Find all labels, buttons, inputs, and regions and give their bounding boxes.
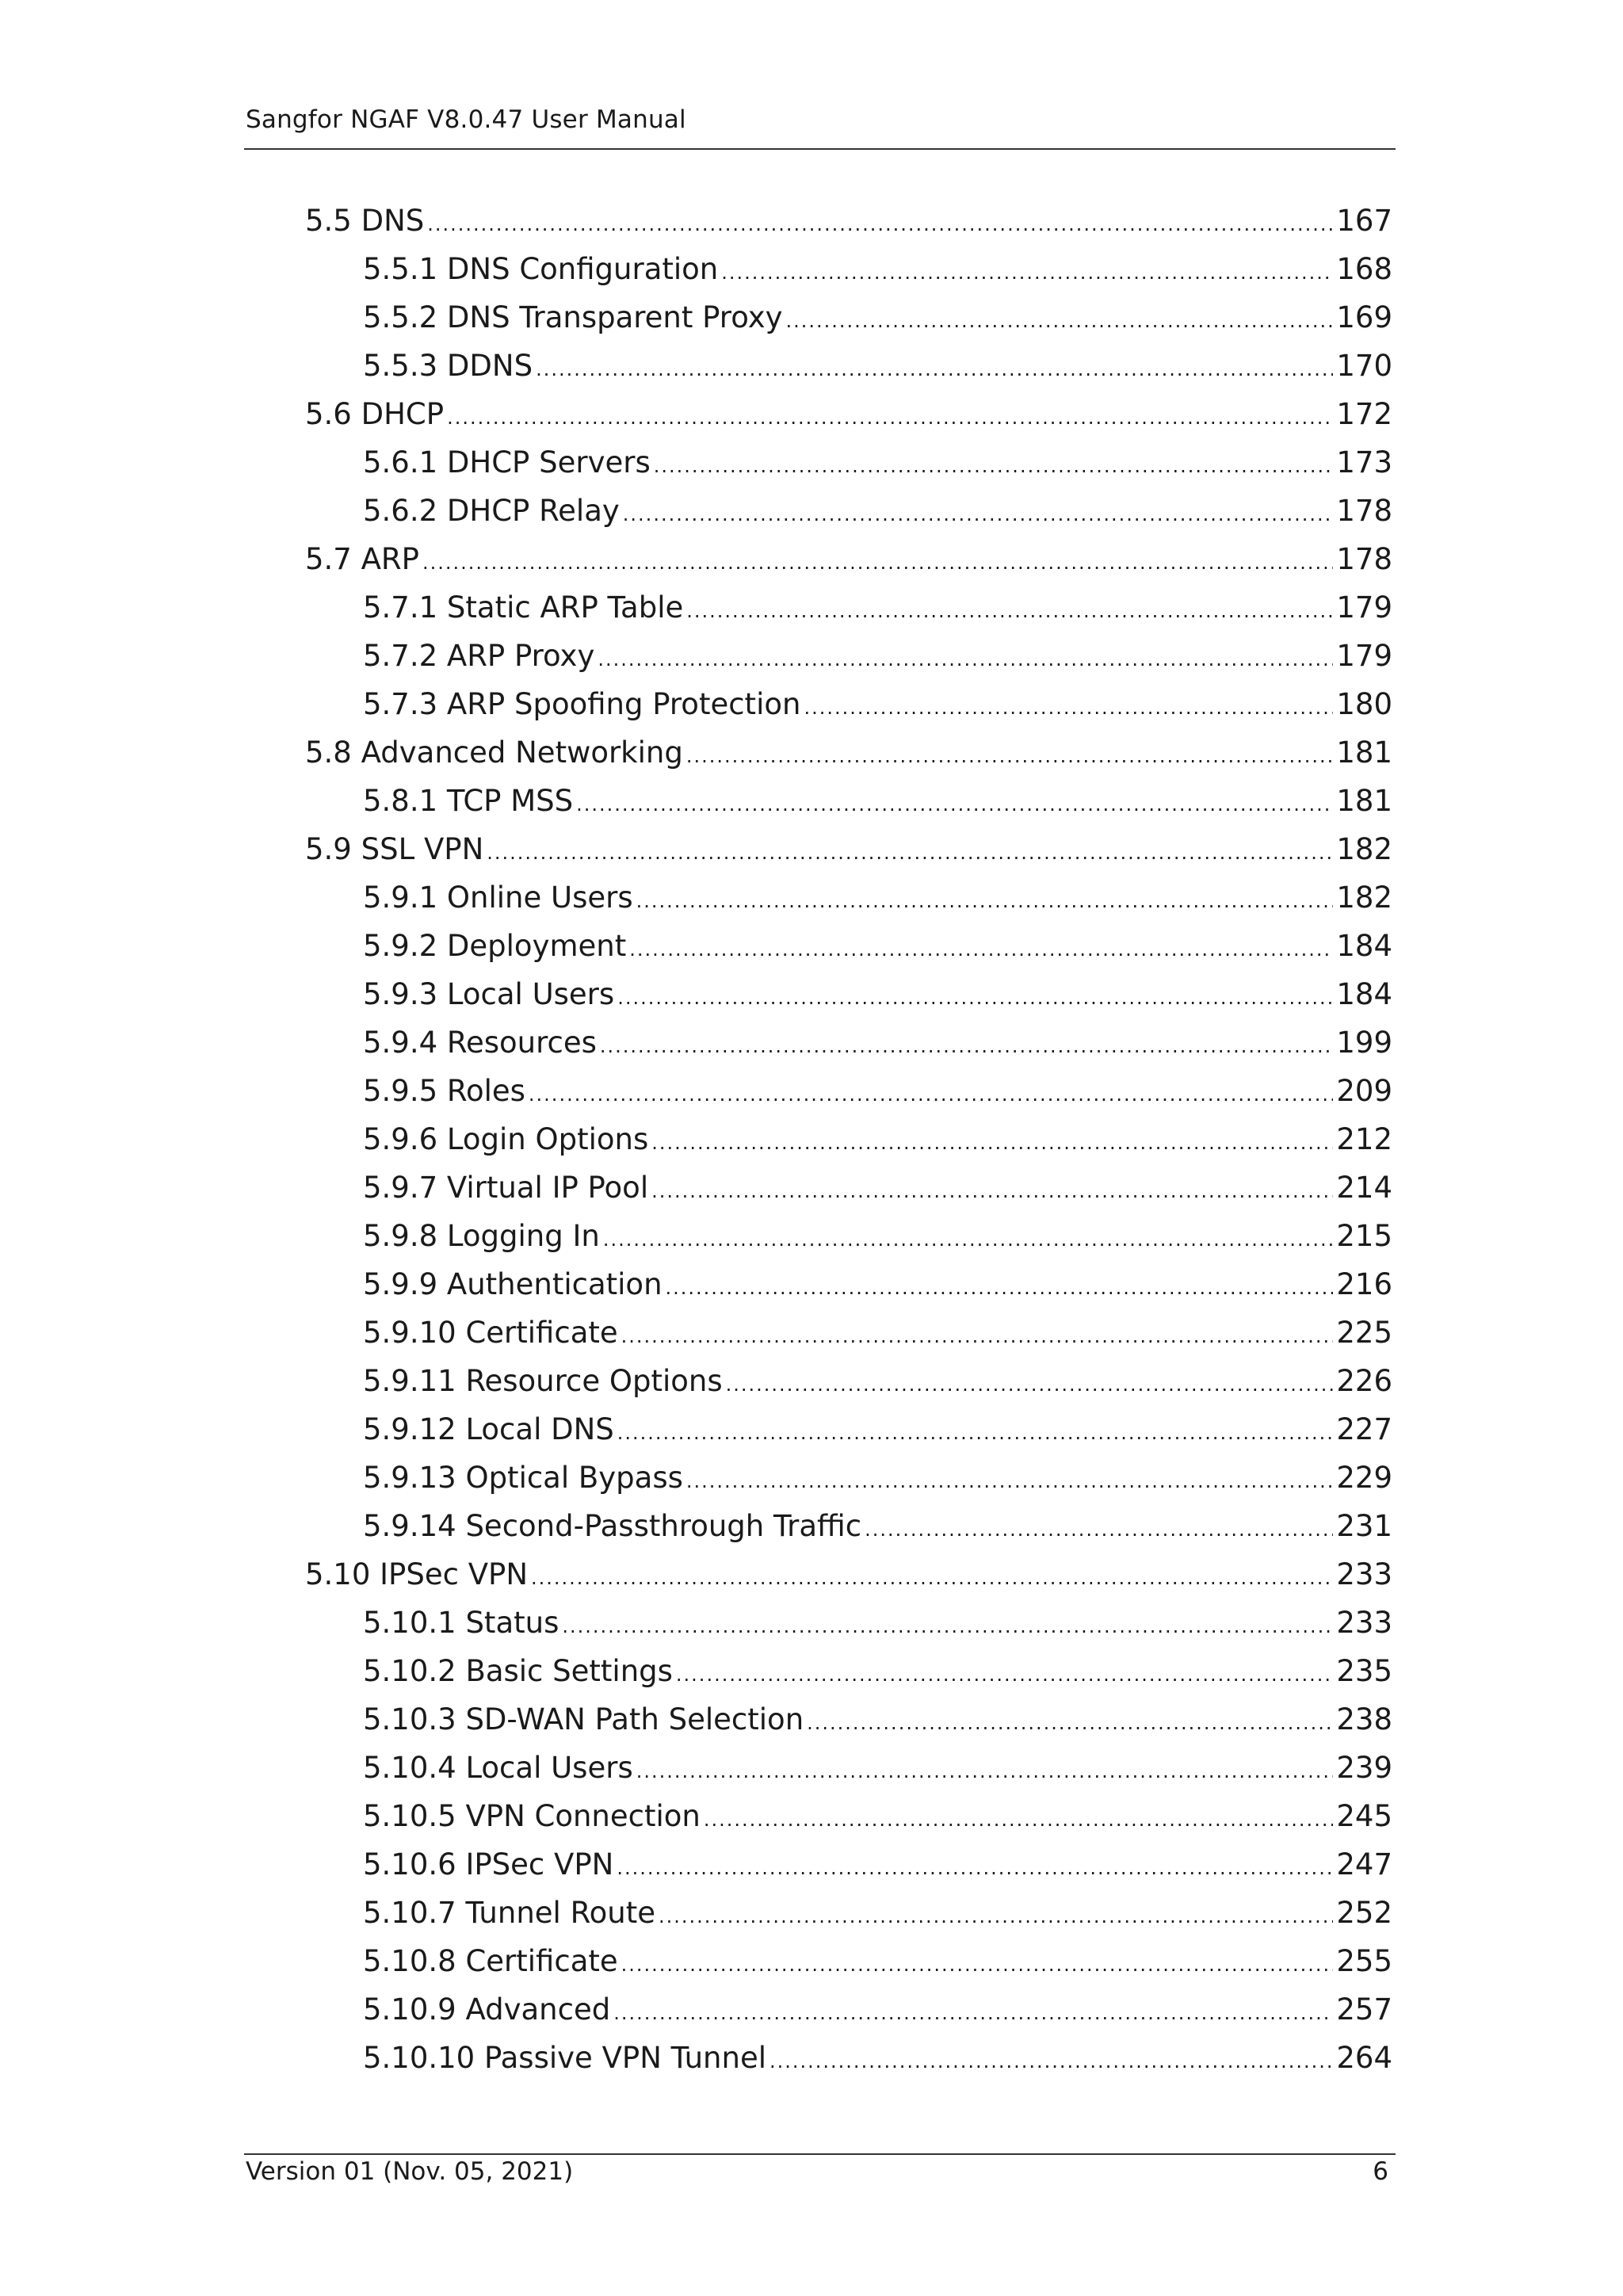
toc-entry-title: 5.10.2 Basic Settings <box>363 1654 673 1688</box>
toc-entry-page: 178 <box>1336 494 1392 528</box>
toc-entry-page: 214 <box>1336 1171 1392 1205</box>
toc-entry-title: 5.10.10 Passive VPN Tunnel <box>363 2041 767 2075</box>
toc-dot-leader <box>621 1312 1334 1361</box>
toc-entry-page: 168 <box>1336 252 1392 286</box>
toc-dot-leader <box>654 442 1334 491</box>
toc-dot-leader <box>623 491 1334 539</box>
toc-entry[interactable] <box>305 1308 1392 1357</box>
toc-entry-title: 5.6 DHCP <box>305 397 445 431</box>
toc-entry[interactable] <box>305 1937 1392 1985</box>
toc-dot-leader <box>603 1216 1334 1264</box>
toc-entry-title: 5.10.3 SD-WAN Path Selection <box>363 1702 804 1736</box>
toc-entry-title: 5.9.14 Second-Passthrough Traffic <box>363 1509 862 1543</box>
toc-entry-page: 215 <box>1336 1219 1392 1253</box>
toc-entry[interactable] <box>305 583 1392 632</box>
toc-entry-title: 5.8 Advanced Networking <box>305 735 683 770</box>
toc-entry[interactable] <box>305 293 1392 342</box>
toc-dot-leader <box>621 1941 1334 1989</box>
toc-entry-page: 227 <box>1336 1412 1392 1446</box>
toc-entry-page: 245 <box>1336 1799 1392 1833</box>
toc-dot-leader <box>536 346 1333 394</box>
toc-dot-leader <box>769 2038 1333 2086</box>
toc-dot-leader <box>422 539 1333 587</box>
toc-dot-leader <box>807 1699 1333 1748</box>
toc-entry[interactable] <box>305 390 1392 438</box>
toc-dot-leader <box>666 1264 1334 1312</box>
toc-entry-page: 184 <box>1336 977 1392 1011</box>
toc-entry-page: 173 <box>1336 445 1392 479</box>
toc-entry-page: 181 <box>1336 735 1392 770</box>
toc-entry-title: 5.9.4 Resources <box>363 1026 597 1060</box>
toc-dot-leader <box>786 297 1334 346</box>
toc-entry-title: 5.10 IPSec VPN <box>305 1557 529 1591</box>
toc-dot-leader <box>427 201 1333 249</box>
toc-entry-title: 5.10.4 Local Users <box>363 1751 633 1785</box>
toc-entry[interactable] <box>305 680 1392 728</box>
toc-dot-leader <box>636 1748 1334 1796</box>
toc-entry[interactable] <box>305 1502 1392 1550</box>
toc-entry[interactable] <box>305 245 1392 293</box>
toc-entry-title: 5.10.7 Tunnel Route <box>363 1896 655 1930</box>
toc-entry-title: 5.5.3 DDNS <box>363 349 533 383</box>
toc-entry-page: 199 <box>1336 1026 1392 1060</box>
toc-dot-leader <box>704 1796 1334 1844</box>
toc-entry-title: 5.10.8 Certificate <box>363 1944 618 1978</box>
toc-entry[interactable] <box>305 777 1392 825</box>
toc-entry-title: 5.7.3 ARP Spoofing Protection <box>363 687 801 721</box>
toc-entry-page: 225 <box>1336 1316 1392 1350</box>
toc-entry-page: 167 <box>1336 204 1392 238</box>
toc-dot-leader <box>529 1071 1333 1119</box>
toc-dot-leader <box>804 684 1333 732</box>
toc-dot-leader <box>613 1989 1333 2038</box>
toc-dot-leader <box>686 732 1334 781</box>
toc-entry-page: 255 <box>1336 1944 1392 1978</box>
toc-dot-leader <box>676 1651 1333 1699</box>
toc-dot-leader <box>447 394 1333 442</box>
toc-dot-leader <box>659 1893 1333 1941</box>
toc-entry-page: 216 <box>1336 1267 1392 1301</box>
toc-entry[interactable] <box>305 1695 1392 1744</box>
table-of-contents <box>305 197 1392 2082</box>
footer-divider <box>244 2153 1396 2155</box>
toc-entry-title: 5.10.1 Status <box>363 1606 559 1640</box>
toc-dot-leader <box>636 877 1334 926</box>
toc-entry-page: 231 <box>1336 1509 1392 1543</box>
toc-dot-leader <box>617 1409 1334 1457</box>
toc-entry[interactable] <box>305 1985 1392 2034</box>
toc-entry-page: 233 <box>1336 1606 1392 1640</box>
toc-entry-title: 5.9.5 Roles <box>363 1074 525 1108</box>
toc-dot-leader <box>686 1457 1333 1506</box>
toc-entry-page: 226 <box>1336 1364 1392 1398</box>
toc-entry[interactable] <box>305 1018 1392 1067</box>
toc-entry-page: 239 <box>1336 1751 1392 1785</box>
header-divider <box>244 148 1396 150</box>
toc-entry-page: 169 <box>1336 300 1392 334</box>
toc-entry-title: 5.5.2 DNS Transparent Proxy <box>363 300 783 334</box>
page-number: 6 <box>1373 2157 1388 2186</box>
toc-entry-title: 5.6.1 DHCP Servers <box>363 445 651 479</box>
toc-entry[interactable] <box>305 1163 1392 1212</box>
toc-entry-title: 5.9.3 Local Users <box>363 977 615 1011</box>
toc-entry-title: 5.9.13 Optical Bypass <box>363 1461 683 1495</box>
toc-entry-page: 247 <box>1336 1847 1392 1881</box>
toc-entry[interactable] <box>305 1405 1392 1454</box>
toc-entry[interactable] <box>305 438 1392 487</box>
toc-entry-page: 257 <box>1336 1992 1392 2027</box>
toc-dot-leader <box>686 587 1333 636</box>
toc-entry[interactable] <box>305 825 1392 873</box>
toc-entry[interactable] <box>305 632 1392 680</box>
toc-entry-title: 5.9.10 Certificate <box>363 1316 618 1350</box>
toc-entry-page: 252 <box>1336 1896 1392 1930</box>
toc-entry-page: 181 <box>1336 784 1392 818</box>
toc-entry-title: 5.7.1 Static ARP Table <box>363 590 684 625</box>
toc-entry-page: 180 <box>1336 687 1392 721</box>
toc-entry-title: 5.9 SSL VPN <box>305 832 484 866</box>
toc-entry-page: 179 <box>1336 639 1392 673</box>
toc-entry-title: 5.9.6 Login Options <box>363 1122 649 1156</box>
toc-dot-leader <box>562 1603 1333 1651</box>
toc-dot-leader <box>651 1119 1333 1167</box>
toc-entry[interactable] <box>305 922 1392 970</box>
toc-entry[interactable] <box>305 728 1392 777</box>
toc-entry-title: 5.9.1 Online Users <box>363 881 633 915</box>
toc-entry-page: 170 <box>1336 349 1392 383</box>
toc-dot-leader <box>600 1022 1334 1071</box>
toc-dot-leader <box>617 1844 1333 1893</box>
toc-entry[interactable] <box>305 1357 1392 1405</box>
toc-dot-leader <box>531 1554 1333 1603</box>
toc-entry-page: 178 <box>1336 542 1392 576</box>
toc-dot-leader <box>617 974 1333 1022</box>
toc-entry-title: 5.9.12 Local DNS <box>363 1412 614 1446</box>
footer-version: Version 01 (Nov. 05, 2021) <box>246 2157 574 2186</box>
toc-entry-title: 5.9.11 Resource Options <box>363 1364 723 1398</box>
toc-entry-page: 182 <box>1336 832 1392 866</box>
toc-entry[interactable] <box>305 535 1392 583</box>
toc-entry-title: 5.5 DNS <box>305 204 425 238</box>
toc-entry-title: 5.10.5 VPN Connection <box>363 1799 701 1833</box>
toc-entry[interactable] <box>305 1599 1392 1647</box>
toc-entry-title: 5.9.7 Virtual IP Pool <box>363 1171 649 1205</box>
toc-entry[interactable] <box>305 1454 1392 1502</box>
toc-entry-title: 5.7 ARP <box>305 542 419 576</box>
toc-entry[interactable] <box>305 342 1392 390</box>
toc-entry-title: 5.9.9 Authentication <box>363 1267 663 1301</box>
toc-dot-leader <box>721 249 1333 297</box>
toc-entry-page: 209 <box>1336 1074 1392 1108</box>
toc-entry[interactable] <box>305 873 1392 922</box>
toc-dot-leader <box>865 1506 1333 1554</box>
toc-entry[interactable] <box>305 1115 1392 1163</box>
toc-entry-page: 184 <box>1336 929 1392 963</box>
toc-entry-page: 264 <box>1336 2041 1392 2075</box>
toc-entry[interactable] <box>305 1260 1392 1308</box>
toc-dot-leader <box>576 781 1333 829</box>
toc-entry-title: 5.10.9 Advanced <box>363 1992 611 2027</box>
toc-entry-title: 5.9.8 Logging In <box>363 1219 600 1253</box>
toc-entry[interactable] <box>305 1067 1392 1115</box>
toc-entry[interactable] <box>305 1840 1392 1889</box>
toc-entry-title: 5.10.6 IPSec VPN <box>363 1847 614 1881</box>
toc-dot-leader <box>726 1361 1334 1409</box>
toc-entry-title: 5.7.2 ARP Proxy <box>363 639 595 673</box>
toc-dot-leader <box>629 926 1333 974</box>
toc-entry[interactable] <box>305 1212 1392 1260</box>
toc-dot-leader <box>651 1167 1333 1216</box>
toc-entry-page: 212 <box>1336 1122 1392 1156</box>
toc-entry[interactable] <box>305 2034 1392 2082</box>
toc-entry-page: 172 <box>1336 397 1392 431</box>
toc-entry-title: 5.5.1 DNS Configuration <box>363 252 719 286</box>
toc-entry-title: 5.9.2 Deployment <box>363 929 627 963</box>
toc-entry[interactable] <box>305 1744 1392 1792</box>
toc-entry-page: 229 <box>1336 1461 1392 1495</box>
toc-entry-page: 233 <box>1336 1557 1392 1591</box>
toc-dot-leader <box>487 829 1333 877</box>
toc-entry-page: 238 <box>1336 1702 1392 1736</box>
toc-entry-page: 182 <box>1336 881 1392 915</box>
toc-entry-title: 5.8.1 TCP MSS <box>363 784 574 818</box>
toc-entry[interactable] <box>305 970 1392 1018</box>
toc-entry-page: 179 <box>1336 590 1392 625</box>
toc-entry-page: 235 <box>1336 1654 1392 1688</box>
running-header: Sangfor NGAF V8.0.47 User Manual <box>246 105 686 134</box>
toc-entry[interactable] <box>305 1550 1392 1599</box>
toc-entry[interactable] <box>305 1792 1392 1840</box>
toc-entry[interactable] <box>305 1647 1392 1695</box>
toc-dot-leader <box>598 636 1333 684</box>
toc-entry[interactable] <box>305 487 1392 535</box>
toc-entry[interactable] <box>305 1889 1392 1937</box>
toc-entry[interactable] <box>305 197 1392 245</box>
toc-entry-title: 5.6.2 DHCP Relay <box>363 494 620 528</box>
